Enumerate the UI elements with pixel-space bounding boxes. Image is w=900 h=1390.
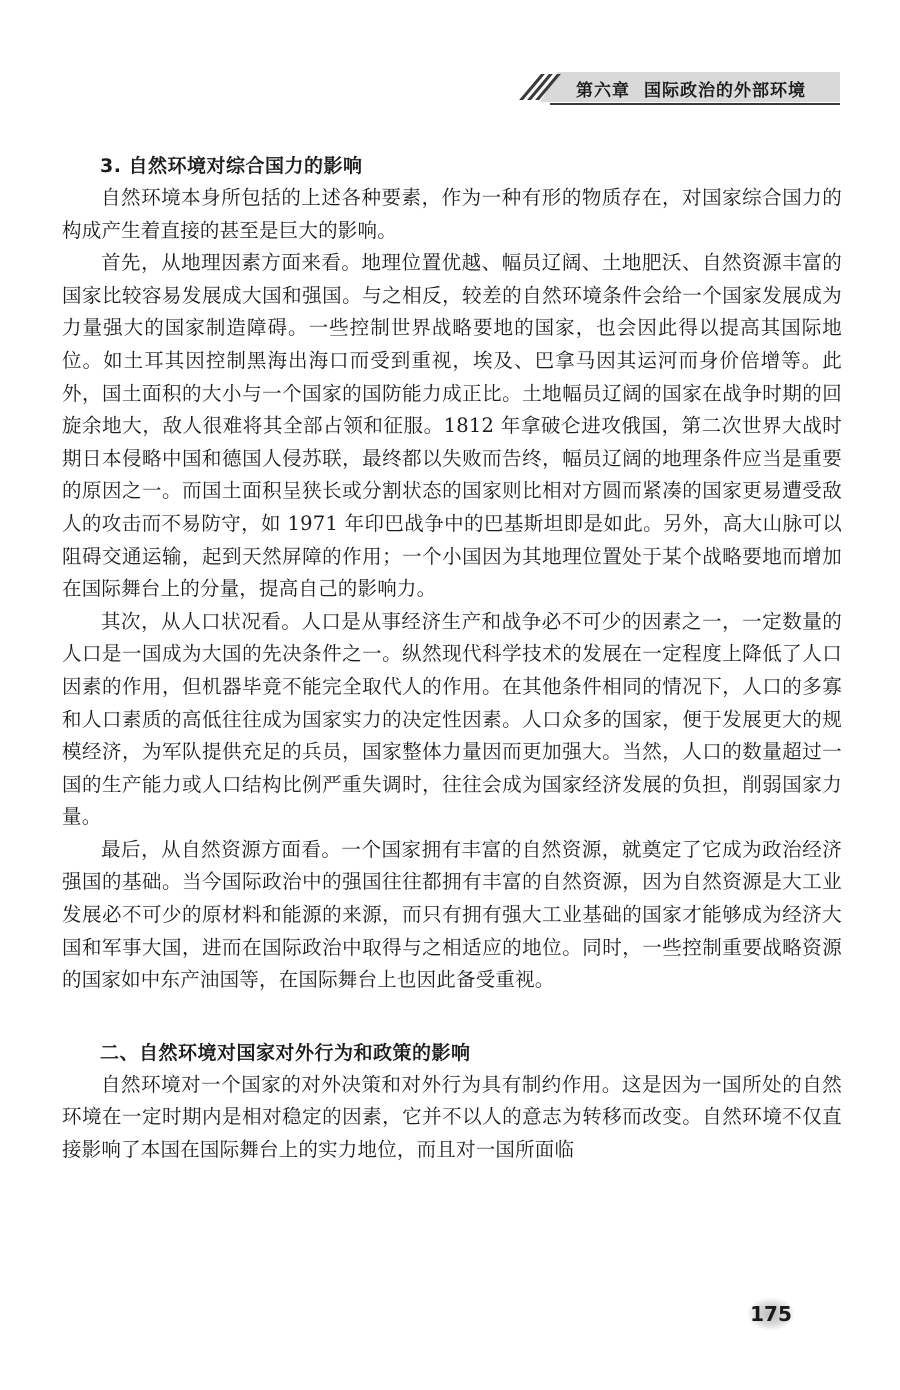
chapter-title: 国际政治的外部环境 [644, 81, 806, 101]
header-stripes-decoration [524, 74, 564, 100]
paragraph: 自然环境对一个国家的对外决策和对外行为具有制约作用。这是因为一国所处的自然环境在一定时期内是相对稳定的因素，它并不以人的意志为转移而改变。自然环境不仅直接影响了本国在国际舞台上的实力地位，而且对一国所面临 [62, 1072, 842, 1162]
section-heading-3: 3. 自然环境对综合国力的影响 [100, 155, 363, 177]
section-heading-2: 二、自然环境对国家对外行为和政策的影响 [100, 1041, 471, 1064]
chapter-number: 第六章 [576, 81, 630, 101]
paragraph: 自然环境本身所包括的上述各种要素，作为一种有形的物质存在，对国家综合国力的构成产生着直接的甚至是巨大的影响。 [62, 186, 842, 242]
paragraph: 首先，从地理因素方面来看。地理位置优越、幅员辽阔、土地肥沃、自然资源丰富的国家比较容易发展成大国和强国。与之相反，较差的自然环境条件会给一个国家发展成为力量强大的国家制造障碍。一些控制世界战略要地的国家，也会因此得以提高其国际地位。如土耳其因控制黑海出海口而受到重视，埃及、巴拿马因其运河而身价倍增等。此外，国土面积的大小与一个国家的国防能力成正比。土地幅员辽阔的国家在战争时期的回旋余地大，敌人很难将其全部占领和征服。1812 年拿破仑进攻俄国，第二次世界大战时期日本侵略中国和德国人侵苏联，最终都以失败而告终，幅员辽阔的地理条件应当是重要的原因之一。而国土面积呈狭长或分割状态的国家则比相对方圆而紧凑的国家更易遭受敌人的攻击而不易防守，如 1971 年印巴战争中的巴基斯坦即是如此。另外，高大山脉可以阻碍交通运输，起到天然屏障的作用；一个小国因为其地理位置处于某个战略要地而增加在国际舞台上的分量，提高自己的影响力。 [62, 251, 842, 601]
paragraph: 最后，从自然资源方面看。一个国家拥有丰富的自然资源，就奠定了它成为政治经济强国的基础。当今国际政治中的强国往往都拥有丰富的自然资源，因为自然资源是大工业发展必不可少的原材料和能源的来源，而只有拥有强大工业基础的国家才能够成为经济大国和军事大国，进而在国际政治中取得与之相适应的地位。同时，一些控制重要战略资源的国家如中东产油国等，在国际舞台上也因此备受重视。 [62, 837, 842, 992]
running-header [510, 72, 840, 102]
paragraph: 其次，从人口状况看。人口是从事经济生产和战争必不可少的因素之一，一定数量的人口是一国成为大国的先决条件之一。纵然现代科学技术的发展在一定程度上降低了人口因素的作用，但机器毕竟不能完全取代人的作用。在其他条件相同的情况下，人口的多寡和人口素质的高低往往成为国家实力的决定性因素。人口众多的国家，便于发展更大的规模经济，为军队提供充足的兵员，国家整体力量因而更加强大。当然，人口的数量超过一国的生产能力或人口结构比例严重失调时，往往会成为国家经济发展的负担，削弱国家力量。 [62, 609, 842, 829]
header-rule [550, 103, 840, 105]
page-number: 175 [748, 1298, 794, 1330]
header-text [576, 76, 806, 101]
page-content [62, 150, 842, 1167]
